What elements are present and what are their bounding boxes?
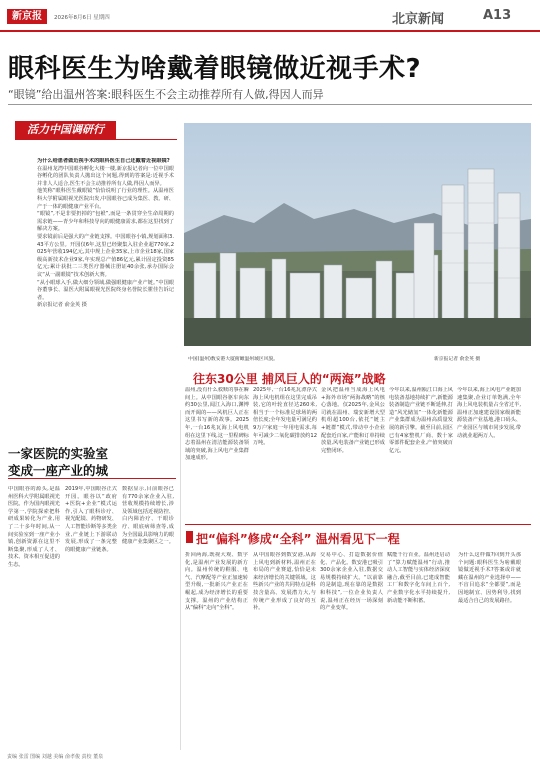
subheadline: “眼镜”给出温州答案:眼科医生不会主动推荐所有人做,得因人而异 (8, 88, 324, 101)
lead-article-body (37, 158, 174, 404)
story3-headline-line1: 一家医院的实验室 (8, 446, 109, 461)
section-rule (185, 524, 531, 525)
story3-column: 2019年,中国眼谷正式开园。眼谷以“政府+医院+企业”模式运作,引入了眼科诊疗、视光配镜、药物研发、人工智能诊断等多类企业,产业链上下游联动发展,形成了一条完整的眼健康产业链条。 (65, 486, 117, 553)
editor-credits: 责编 张雷 图编 刘越 美编 俞孝俊 责校 董泉 (7, 754, 104, 760)
story2-headline: 往东30公里 捕风巨人的“两海”战略 (193, 372, 386, 386)
lead-paragraph: “从小眼球入手,做大细分领域,做强眼健康产业产链。”中国眼谷董事长、温医大附属眼视光医院终身名誉院长瞿佳告诉记者。 (37, 279, 174, 301)
photo-credit: 新京报记者 俞金英 摄 (434, 357, 481, 362)
headline: 眼科医生为啥戴着眼镜做近视手术? (8, 54, 422, 84)
story2-column: 今年以来,温州瓯江口海上风电装备基地持续扩产,新能源装备制造产业链不断延伸,打造“风光储氢”一体化新能源产业集群成为温州高质量发展的新引擎。截至目前,园区已有4家整机厂商、数十家零部件配套企业,产值突破百亿元。 (389, 387, 453, 454)
column-divider (180, 410, 181, 750)
section-name: 北京新闻 (392, 12, 445, 27)
story3-headline-line2: 变成一座产业的城 (8, 463, 109, 478)
story3-column: 中国眼谷的源头,是温州医科大学附属眼视光医院。作为国内眼视光学第一,学院探索把科研成果转化为产业,用了二十多年时间,从一间实验室到一座产业小镇,创新资源在这里不断集聚,形成了人才、技术、资本相互促进的生态。 (8, 486, 60, 568)
story4-column: 从中国眼谷到数安港,从海上风电到新材料,温州正在布局的产业赛道,恰恰是未来经济增长的关键领域。这些新兴产业的共同特点是科技含量高、发展潜力大,与传统产业形成了良好的互补。 (253, 552, 316, 612)
story2-column: 今年以来,海上风电产业链加速集聚,企业订单饱满,全年海上风电装机量占全省过半,温州正加速建设国家级新能源装备产业基地,港口码头、产业园区与城市同步发展,带动就业超两万人。 (457, 387, 521, 439)
story4-column: 赋能千行百业。温州还启动了“算力赋能温州”行动,推动人工智能与实体经济深度融合,截至目前,已建成智能工厂和数字化车间上百个,产业数字化水平持续提升,新动能不断积蓄。 (387, 552, 450, 604)
lead-paragraph: “眼镜”,不是非要扔掉的“包袱”,而是一条贯穿全生命周期的需求链——青少年和科技导向的眼健康需求,都在这里找到了解决方案。 (37, 211, 174, 233)
photo-caption: 中国(温州)数安港大厦俯瞰温州城区风貌。 (188, 357, 279, 362)
lead-signature: 新京报记者 俞金英 摄 (37, 302, 87, 309)
divider (8, 104, 532, 105)
column-banner: 活力中国调研行 (15, 121, 116, 139)
story4-column: 折回两海,既视大观、数字化,是温州产业发展的新方向。温州传统的鞋服、电气、汽摩配等产业正加速转型升级,一批新兴产业正在崛起,成为经济增长的重要支撑。温州的产业结构正从“偏科”走向“全科”。 (185, 552, 248, 612)
story4-column: 交易中心、打造数据价值化、产品化。数安港已吸引300余家企业入驻,数据交易规模持续扩大。“以前靠的是制造,现在靠的是数据和科技”,一位企业负责人说,温州正在经历一场深刻的产业变革。 (320, 552, 383, 612)
city-skyline-photo (184, 123, 531, 346)
story3-rule (8, 478, 176, 479)
story4-column: 为什么这样做?回到开头那个问题:眼科医生为啥戴眼镜做近视手术?答案或许就藏在温州的产业选择中——不盲目追求“全都要”,而是因地制宜、因势利导,找到最适合自己的发展路径。 (458, 552, 521, 604)
masthead-rule (0, 30, 540, 32)
lead-paragraph: 他笑称“眼科医生戴眼镜”恰恰说明了行业的理性。从温州医科大学附属眼视光医院出发,中国眼谷已成为集医、教、研、产于一体的眼健康产业平台。 (37, 188, 174, 210)
story2-column: 2025年,一台16兆瓦漂浮式海上风电机组在这里完成吊装,它的叶轮直径达260米,相当于一个标准足球场的两倍长度;全年发电量可满足约9万户家庭一年用电需求,每年可减少二氧化碳排放约12万吨。 (253, 387, 317, 447)
photo-image (184, 123, 531, 346)
lead-paragraph: 要求镜前后是强大的产业链支撑。中国眼谷小镇,规划面积3.43平方公里。开园仅6年,这里已经聚集入驻企业超770家,2025年营收194亿元,其中规上企业35家,上市企业18家,国家级高新技术企业9家,年实现总产值86亿元,累计固定投资85亿元;累计获批二三类医疗器械注册证40余张,承办国际会议“从一副眼镜”技术创新大赛。 (37, 233, 174, 278)
lead-paragraph: 在温州龙湾中国眼谷孵化大楼一楼,新京报记者向一位中国眼谷孵化的团队负责人抛出这个问题,得到的答案是:近视手术并非人人适合,医生不会主动推荐所有人做,得因人而异。 (37, 165, 174, 187)
lead-question: 为什么给患者做近视手术的眼科医生自己还戴着近视眼镜? (37, 158, 170, 164)
story4-headline: 把“偏科”修成“全科” 温州看见下一程 (196, 532, 400, 546)
headline-marker (186, 531, 193, 543)
newspaper-logo: 新京报 (7, 9, 47, 24)
story2-column: 金风把温州当成海上风电+海外市场“两海战略”的核心落地。仅2025年,金风公司就在温州、瑞安新增大型机组超100台,依托“链主+链群”模式,带动中小企业配套近百家,产能和订单持续放量,风电装备产业链已形成完整闭环。 (321, 387, 385, 454)
story3-column: 数据显示,目前眼谷已有770余家企业入驻,营收规模持续增长,涉及领域包括近视防控、白内障治疗、干眼诊疗、眼底病筛查等,成为全国最具影响力的眼健康产业集聚区之一。 (122, 486, 174, 546)
page-number: A13 (483, 8, 512, 23)
dateline: 2026年8月6日 星期四 (54, 15, 110, 21)
story2-column: 温州,没有什么救赎的事在瞬间上。从中国眼谷驱车向东约30公里,闻江入海口,渊博而开阔的——风机巨人正在这里书写新的故事。2025年,一台16兆瓦海上风电机组在这里下线,这一里程碑标志着温州在清洁能源装备领域的突破,海上风电产业集群加速成形。 (185, 387, 249, 462)
banner-rule (15, 139, 177, 140)
